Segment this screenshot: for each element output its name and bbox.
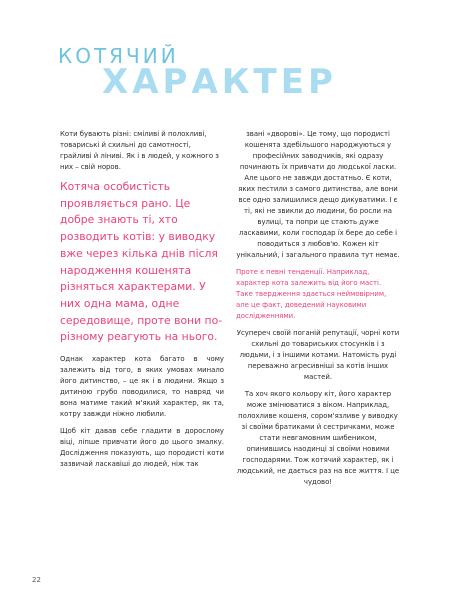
paragraph-age: Та хоч якого кольору кіт, його характер може змінюватися з віком. Наприклад, полохливе кошеня, сором'язливе у виводку зі своїми братиками й сестричками, може стати невгамовним шибеником, опинившись наодинці зі своїми новими господарями. Тож котячий характер, як і людський, не дається раз на все життя. І це чудово! xyxy=(236,390,400,486)
intro-paragraph: Коти бувають різні: сміливі й полохливі, товариські й схильні до самотності, грайливі й ліниві. Як і в людей, у кожного з них – свій норов. xyxy=(60,130,219,171)
paragraph-coat-color: Усупереч своїй поганій репутації, чорні коти схильні до товариських стосунків і з людьми, і з іншими котами. Натомість руді переважно агресивніші за котів інших мастей. xyxy=(236,329,400,381)
right-column xyxy=(236,129,400,494)
title-line-2: ХАРАКТЕР xyxy=(102,62,337,102)
paragraph-childhood: Однак характер кота багато в чому залежить від того, в яких умовах минало його дитинство, – це як і в людини. Якщо з дитиною грубо поводилися, то навряд чи вона матиме такий м'який характер, як та, котру завжди ніжно любили. xyxy=(60,355,224,419)
highlight-note: Проте є певні тенденції. Наприклад, характер кота залежить від його масті. Таке твердження здається неймовірним, але це факт, доведений науковими дослідженнями. xyxy=(236,268,387,320)
left-column xyxy=(60,129,224,476)
page-number: 22 xyxy=(32,576,41,584)
paragraph-petting: Щоб кіт давав себе гладити в дорослому віці, ліпше привчати його до цього змалку. Дослідження показують, що породисті коти зазвичай ласкавіші до людей, ніж так xyxy=(60,427,224,469)
paragraph-pedigree: звані «дворові». Це тому, що породисті кошенята здебільшого народжуються у професійних заводчиків, які одразу починають їх привчати до людської ласки. Але цього не завжди достатньо. Є коти, яких пестили з самого дитинства, але вони все одно залишилися дещо дикуватими. І є ті, які не звикли до людини, бо росли на вулиці, та попри це стають дуже ласкавими, коли господар їх бере до себе і поводиться з любов'ю. Кожен кіт унікальний, і загального правила тут немає. xyxy=(236,130,400,259)
highlight-quote: Котяча особистість проявляється рано. Це добре знають ті, хто розводить котів: у виводку вже через кілька днів після народження кошенята різняться характерами. У них одна мама, одне середовище, проте вони по-різному реагують на нього. xyxy=(60,180,223,344)
title-line-1: КОТЯЧИЙ xyxy=(58,44,179,68)
